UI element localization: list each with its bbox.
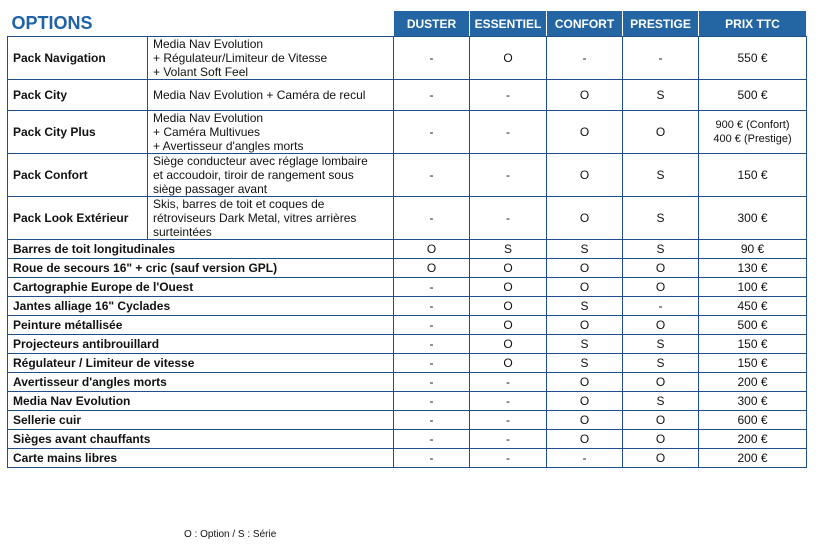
price-cell: 100 € <box>699 278 807 297</box>
price-cell <box>699 80 807 111</box>
cell-essentiel: - <box>470 111 547 154</box>
pack-name: Pack Confort <box>8 154 148 197</box>
cell-duster: - <box>394 373 470 392</box>
cell-confort: O <box>547 111 623 154</box>
option-row <box>8 297 807 316</box>
legend: O : Option / S : Série <box>184 529 277 540</box>
price-cell <box>699 197 807 240</box>
price-line: 150 € <box>737 168 768 182</box>
cell-essentiel: - <box>470 449 547 468</box>
cell-essentiel: - <box>470 80 547 111</box>
cell-confort: S <box>547 354 623 373</box>
price-line: 300 € <box>737 211 768 225</box>
column-header-duster: DUSTER <box>394 11 470 37</box>
cell-essentiel: O <box>470 37 547 80</box>
pack-description <box>148 197 394 240</box>
pack-description <box>148 80 394 111</box>
description-line: Media Nav Evolution <box>153 111 264 125</box>
cell-prestige: S <box>623 335 699 354</box>
cell-duster: - <box>394 392 470 411</box>
pack-row <box>8 154 807 197</box>
cell-duster: - <box>394 316 470 335</box>
header-row <box>8 11 807 37</box>
pack-name: Pack City Plus <box>8 111 148 154</box>
price-cell: 90 € <box>699 240 807 259</box>
pack-description <box>148 37 394 80</box>
option-row <box>8 392 807 411</box>
cell-confort: O <box>547 411 623 430</box>
cell-confort: S <box>547 240 623 259</box>
cell-essentiel: O <box>470 278 547 297</box>
price-cell: 150 € <box>699 354 807 373</box>
cell-duster: - <box>394 197 470 240</box>
description-line: rétroviseurs Dark Metal, vitres arrières <box>153 211 357 225</box>
option-row <box>8 240 807 259</box>
price-cell: 300 € <box>699 392 807 411</box>
option-name: Régulateur / Limiteur de vitesse <box>8 354 394 373</box>
price-line: 550 € <box>737 51 768 65</box>
cell-duster: O <box>394 259 470 278</box>
cell-confort: O <box>547 278 623 297</box>
option-row <box>8 354 807 373</box>
description-line: et accoudoir, tiroir de rangement sous <box>153 168 354 182</box>
pack-name: Pack Look Extérieur <box>8 197 148 240</box>
cell-prestige: S <box>623 354 699 373</box>
price-cell: 200 € <box>699 449 807 468</box>
description-line: Media Nav Evolution + Caméra de recul <box>153 88 366 102</box>
price-cell <box>699 154 807 197</box>
cell-duster: - <box>394 37 470 80</box>
pack-description <box>148 111 394 154</box>
cell-confort: S <box>547 335 623 354</box>
option-row <box>8 259 807 278</box>
cell-confort: O <box>547 392 623 411</box>
cell-confort: - <box>547 37 623 80</box>
cell-prestige: O <box>623 373 699 392</box>
price-line: 500 € <box>737 88 768 102</box>
cell-prestige: S <box>623 154 699 197</box>
cell-essentiel: - <box>470 373 547 392</box>
cell-essentiel: O <box>470 354 547 373</box>
price-cell <box>699 37 807 80</box>
cell-duster: - <box>394 278 470 297</box>
cell-essentiel: - <box>470 392 547 411</box>
cell-duster: - <box>394 430 470 449</box>
cell-prestige: O <box>623 430 699 449</box>
option-name: Media Nav Evolution <box>8 392 394 411</box>
option-name: Jantes alliage 16" Cyclades <box>8 297 394 316</box>
option-row <box>8 373 807 392</box>
cell-duster: - <box>394 411 470 430</box>
option-name: Carte mains libres <box>8 449 394 468</box>
cell-duster: - <box>394 354 470 373</box>
option-name: Avertisseur d'angles morts <box>8 373 394 392</box>
cell-prestige: S <box>623 197 699 240</box>
price-cell: 150 € <box>699 335 807 354</box>
cell-prestige: S <box>623 80 699 111</box>
description-line: Skis, barres de toit et coques de <box>153 197 325 211</box>
cell-prestige: O <box>623 259 699 278</box>
column-header-essentiel: ESSENTIEL <box>470 11 547 37</box>
pack-description <box>148 154 394 197</box>
cell-essentiel: - <box>470 197 547 240</box>
pack-name: Pack City <box>8 80 148 111</box>
cell-essentiel: S <box>470 240 547 259</box>
column-header-prestige: PRESTIGE <box>623 11 699 37</box>
option-row <box>8 430 807 449</box>
cell-confort: S <box>547 297 623 316</box>
column-header-confort: CONFORT <box>547 11 623 37</box>
option-row <box>8 449 807 468</box>
description-line: Media Nav Evolution <box>153 37 264 51</box>
cell-duster: O <box>394 240 470 259</box>
pack-name: Pack Navigation <box>8 37 148 80</box>
option-name: Barres de toit longitudinales <box>8 240 394 259</box>
price-line: 900 € (Confort) <box>715 119 790 131</box>
description-line: + Régulateur/Limiteur de Vitesse <box>153 51 328 65</box>
description-line: surteintées <box>153 225 212 239</box>
option-row <box>8 316 807 335</box>
price-cell: 450 € <box>699 297 807 316</box>
cell-duster: - <box>394 297 470 316</box>
cell-duster: - <box>394 80 470 111</box>
pack-row <box>8 37 807 80</box>
pack-row <box>8 197 807 240</box>
description-line: + Avertisseur d'angles morts <box>153 139 304 153</box>
option-row <box>8 335 807 354</box>
cell-confort: O <box>547 430 623 449</box>
option-row <box>8 278 807 297</box>
price-line: 400 € (Prestige) <box>713 133 792 145</box>
options-table <box>7 10 807 468</box>
description-line: + Caméra Multivues <box>153 125 261 139</box>
page-title: OPTIONS <box>8 11 394 37</box>
cell-prestige: O <box>623 316 699 335</box>
cell-prestige: O <box>623 411 699 430</box>
cell-essentiel: - <box>470 411 547 430</box>
cell-confort: O <box>547 197 623 240</box>
price-cell <box>699 111 807 154</box>
description-line: + Volant Soft Feel <box>153 65 249 79</box>
description-line: Siège conducteur avec réglage lombaire <box>153 154 368 168</box>
pack-row <box>8 80 807 111</box>
cell-essentiel: - <box>470 430 547 449</box>
cell-essentiel: O <box>470 259 547 278</box>
cell-prestige: - <box>623 37 699 80</box>
cell-confort: - <box>547 449 623 468</box>
cell-prestige: O <box>623 111 699 154</box>
option-name: Projecteurs antibrouillard <box>8 335 394 354</box>
cell-confort: O <box>547 373 623 392</box>
cell-prestige: S <box>623 392 699 411</box>
price-cell: 200 € <box>699 430 807 449</box>
option-name: Sellerie cuir <box>8 411 394 430</box>
cell-confort: O <box>547 259 623 278</box>
cell-prestige: S <box>623 240 699 259</box>
cell-essentiel: - <box>470 154 547 197</box>
cell-essentiel: O <box>470 316 547 335</box>
option-name: Roue de secours 16" + cric (sauf version GPL) <box>8 259 394 278</box>
cell-duster: - <box>394 154 470 197</box>
cell-duster: - <box>394 449 470 468</box>
cell-duster: - <box>394 111 470 154</box>
cell-essentiel: O <box>470 335 547 354</box>
price-cell: 130 € <box>699 259 807 278</box>
cell-prestige: - <box>623 297 699 316</box>
cell-confort: O <box>547 154 623 197</box>
price-cell: 200 € <box>699 373 807 392</box>
option-name: Peinture métallisée <box>8 316 394 335</box>
description-line: siège passager avant <box>153 182 268 196</box>
option-name: Cartographie Europe de l'Ouest <box>8 278 394 297</box>
cell-confort: O <box>547 316 623 335</box>
option-name: Sièges avant chauffants <box>8 430 394 449</box>
option-row <box>8 411 807 430</box>
cell-duster: - <box>394 335 470 354</box>
pack-row <box>8 111 807 154</box>
cell-essentiel: O <box>470 297 547 316</box>
price-cell: 500 € <box>699 316 807 335</box>
cell-prestige: O <box>623 278 699 297</box>
column-header-price: PRIX TTC <box>699 11 807 37</box>
cell-prestige: O <box>623 449 699 468</box>
cell-confort: O <box>547 80 623 111</box>
price-cell: 600 € <box>699 411 807 430</box>
